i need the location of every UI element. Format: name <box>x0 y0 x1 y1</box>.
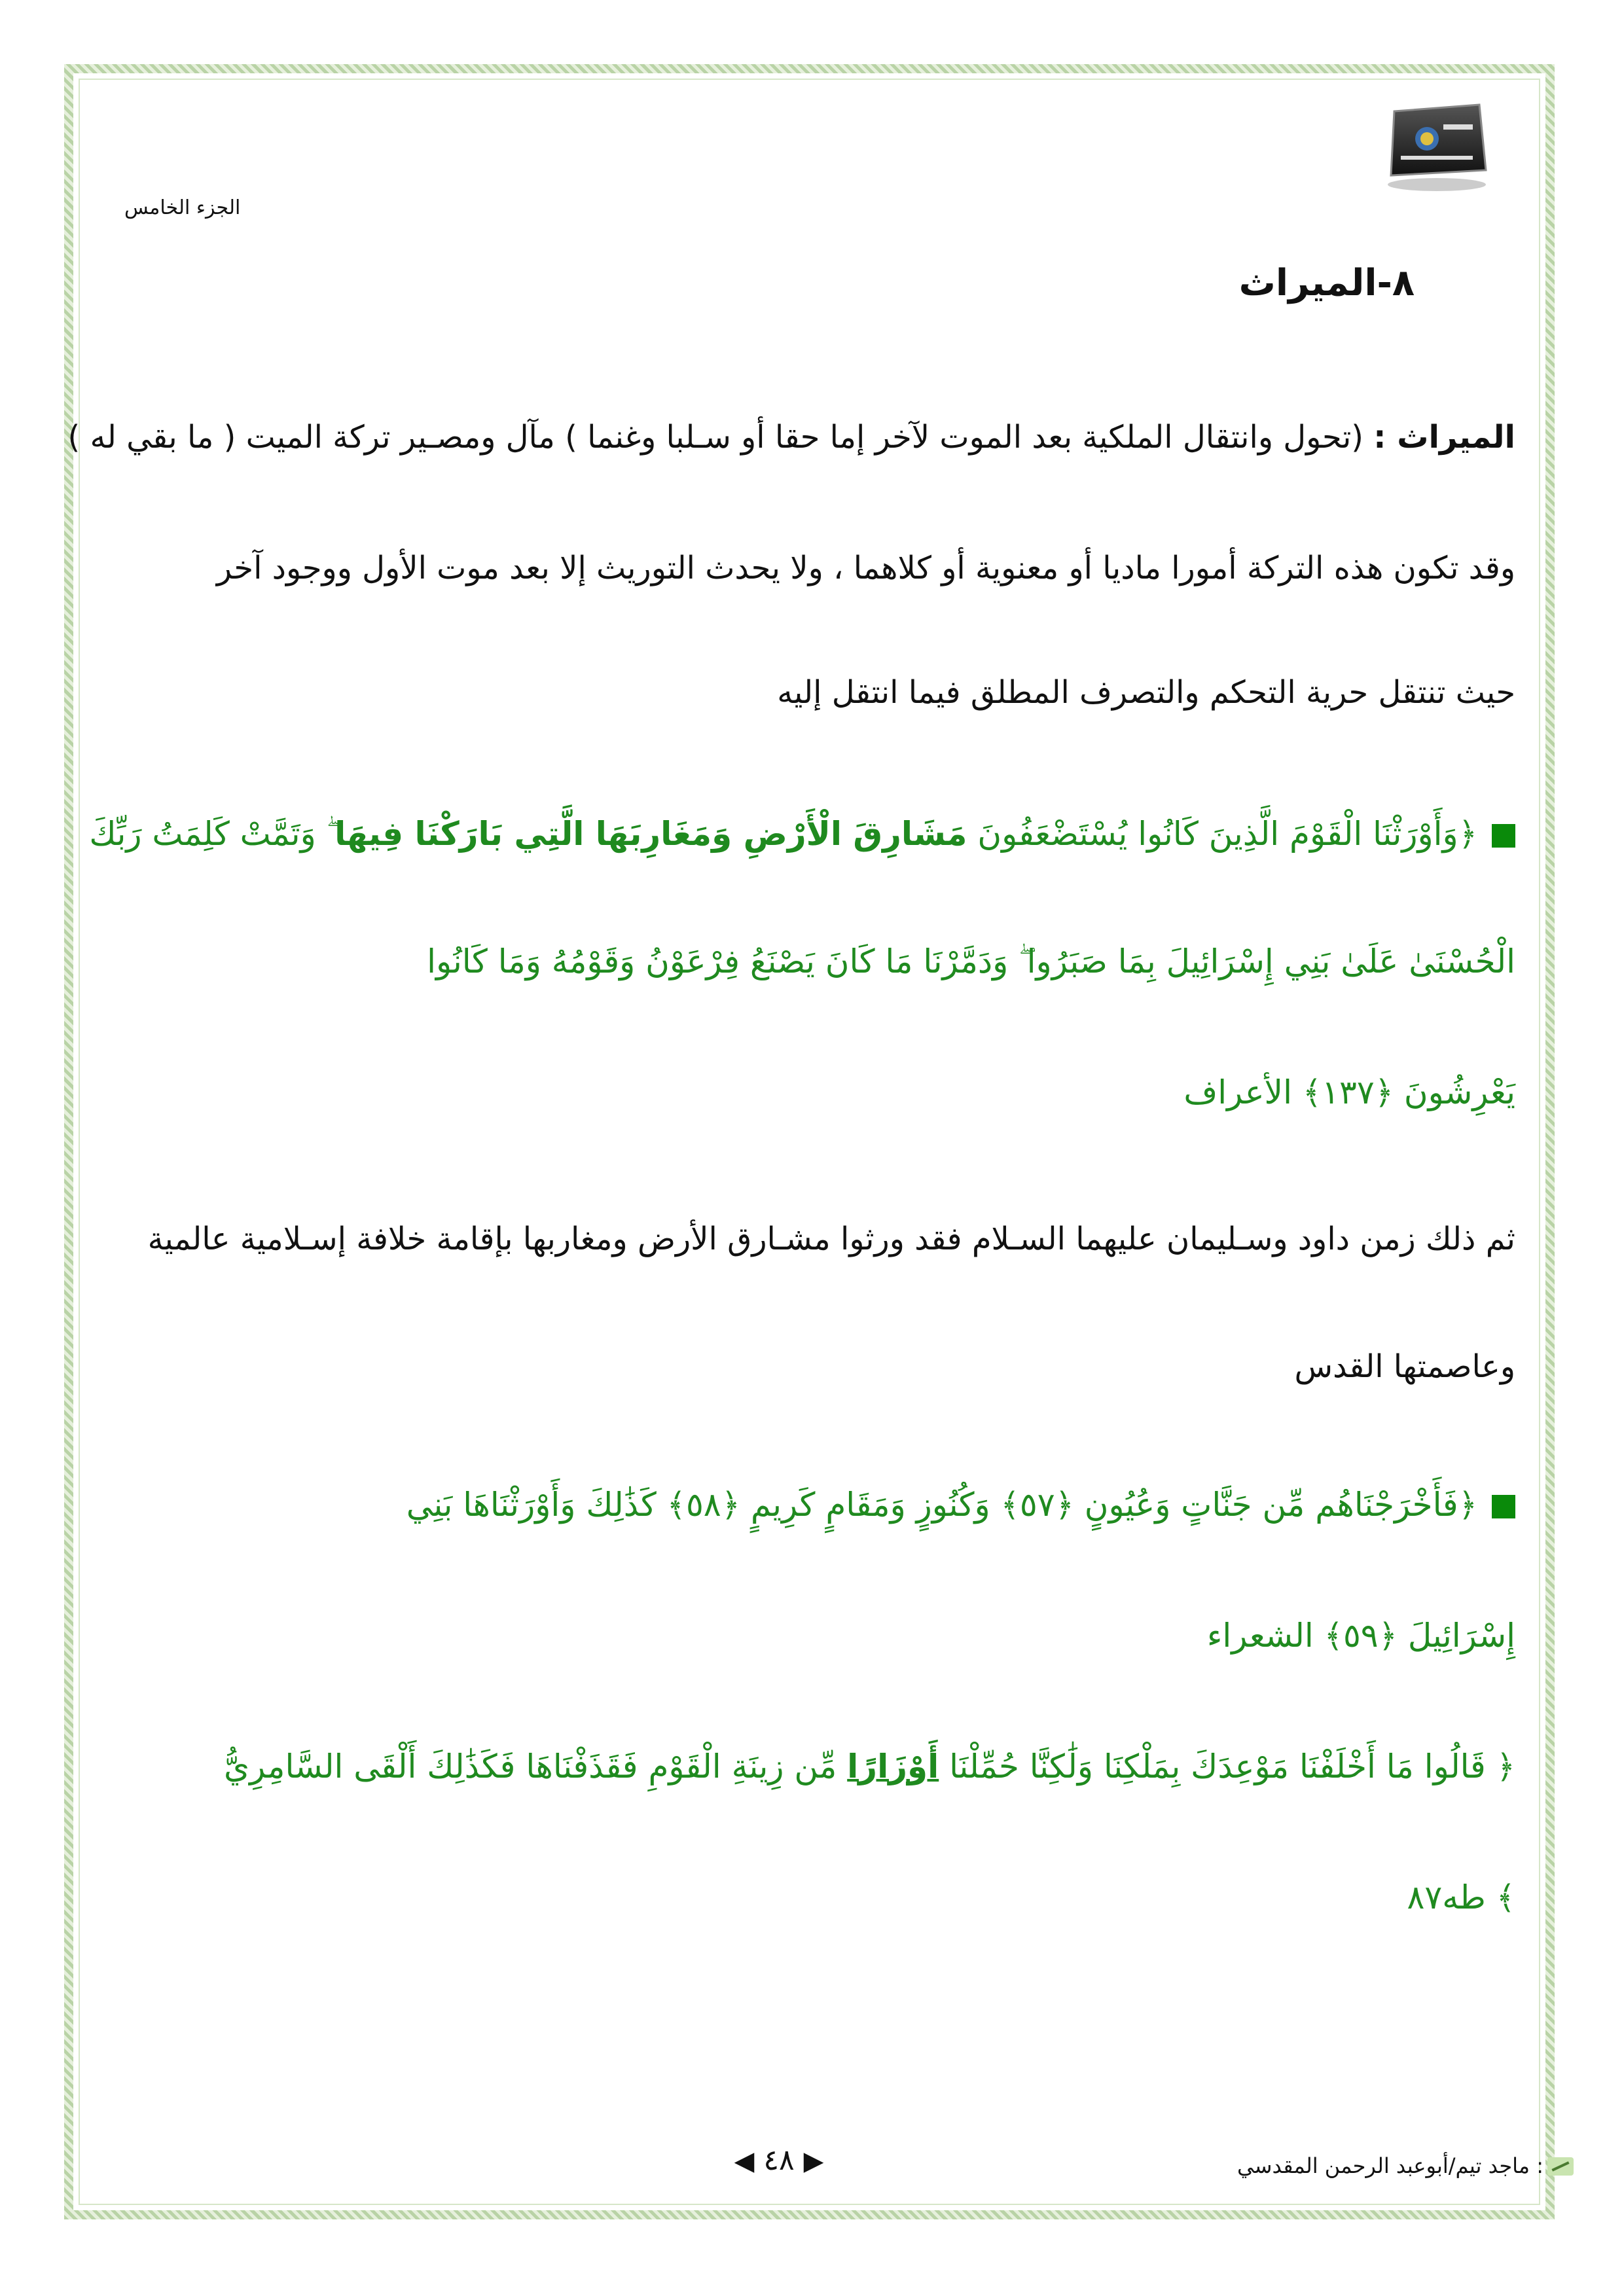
verse-line <box>101 1748 1515 1785</box>
verse-reference: يَعْرِشُونَ ﴿١٣٧﴾ الأعراف <box>1183 1073 1515 1111</box>
verse-emphasis: مَشَارِقَ الْأَرْضِ وَمَغَارِبَهَا الَّتِي بَارَكْنَا فِيهَا <box>334 815 967 853</box>
paragraph-line: ثم ذلك زمن داود وسـليمان عليهما السـلام فقد ورثوا مشـارق الأرض ومغاربها بإقامة خلافة إسـلامية عالمية <box>147 1221 1515 1257</box>
page-title: ٨-الميراث <box>1238 262 1415 304</box>
next-page-arrow-icon[interactable]: ▶ <box>803 2146 824 2176</box>
verse-line: الْحُسْنَىٰ عَلَىٰ بَنِي إِسْرَائِيلَ بِمَا صَبَرُوا ۖ وَدَمَّرْنَا مَا كَانَ يَصْنَعُ فِرْعَوْنُ وَقَوْمُهُ وَمَا كَانُوا <box>427 942 1515 980</box>
verse-text: مِّن زِينَةِ الْقَوْمِ فَقَذَفْنَاهَا فَكَذَٰلِكَ أَلْقَى السَّامِرِيُّ <box>223 1748 837 1785</box>
verse-line <box>101 1486 1515 1524</box>
verse-text: ﴿ قَالُوا مَا أَخْلَفْنَا مَوْعِدَكَ بِمَلْكِنَا وَلَٰكِنَّا حُمِّلْنَا <box>949 1748 1515 1785</box>
bullet-square-icon <box>1492 824 1515 848</box>
verse-text: ۖ وَتَمَّتْ كَلِمَتُ رَبِّكَ <box>89 815 327 853</box>
paragraph-line: وقد تكون هذه التركة أمورا ماديا أو معنوية أو كلاهما ، ولا يحدث التوريث إلا بعد موت الأول ووجود آخر <box>216 550 1515 586</box>
verse-reference: ﴾ طه٨٧ <box>1407 1878 1515 1916</box>
verse-text: ﴿فَأَخْرَجْنَاهُم مِّن جَنَّاتٍ وَعُيُونٍ ﴿٥٧﴾ وَكُنُوزٍ وَمَقَامٍ كَرِيمٍ ﴿٥٨﴾ كَذَٰلِكَ وَأَوْرَثْنَاهَا بَنِي <box>406 1486 1477 1524</box>
author-credit <box>1237 2153 1574 2178</box>
term-heading: الميراث : <box>1373 419 1515 456</box>
verse-reference: إِسْرَائِيلَ ﴿٥٩﴾ الشعراء <box>1206 1617 1515 1655</box>
verse-line <box>89 815 1515 853</box>
logo-icon <box>1381 98 1492 196</box>
paragraph-line: حيث تنتقل حرية التحكم والتصرف المطلق فيما انتقل إليه <box>777 674 1515 711</box>
page-number: ٤٨ <box>763 2144 795 2177</box>
verse-emphasis: أَوْزَارًا <box>847 1748 939 1785</box>
part-label: الجزء الخامس <box>124 196 241 219</box>
paragraph-line: وعاصمتها القدس <box>1294 1348 1515 1385</box>
paragraph-text: (تحول وانتقال الملكية بعد الموت لآخر إما حقا أو سـلبا وغنما ) مآل ومصـير تركة الميت ( ما بقي له ) <box>67 419 1364 456</box>
page-number-nav <box>681 2144 877 2177</box>
prev-page-arrow-icon[interactable]: ◀ <box>734 2146 755 2176</box>
pen-icon <box>1547 2157 1574 2176</box>
paragraph-line <box>67 419 1515 456</box>
verse-text: ﴿وَأَوْرَثْنَا الْقَوْمَ الَّذِينَ كَانُوا يُسْتَضْعَفُونَ <box>977 815 1477 853</box>
author-name: : ماجد تيم/أبوعبد الرحمن المقدسي <box>1237 2153 1543 2178</box>
bullet-square-icon <box>1492 1495 1515 1518</box>
